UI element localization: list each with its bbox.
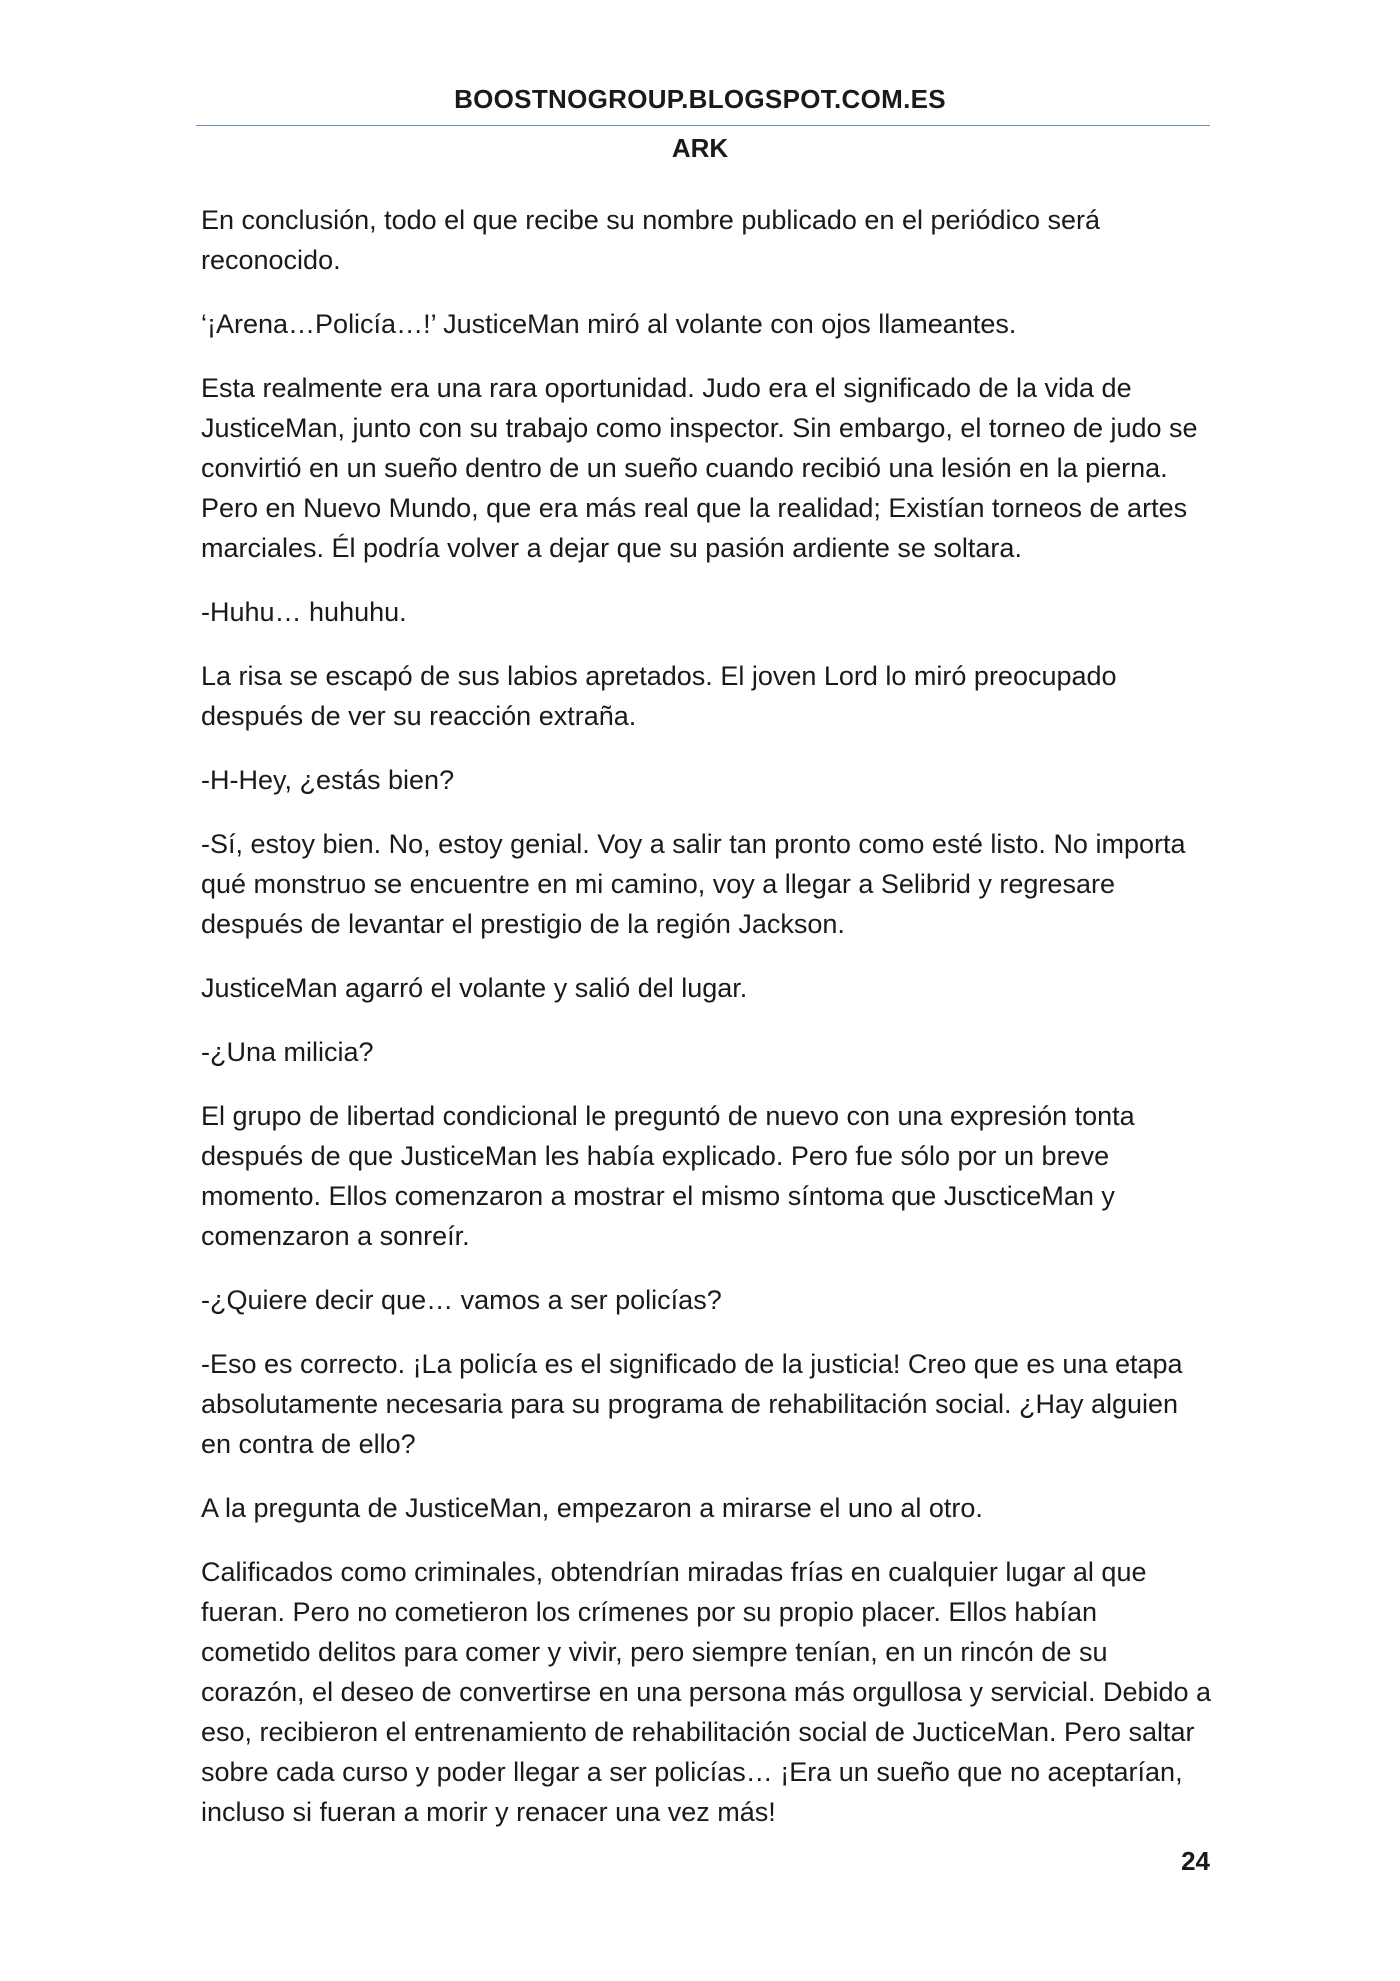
- paragraph: -Huhu… huhuhu.: [201, 597, 407, 627]
- page-number: 24: [1181, 1846, 1210, 1876]
- paragraph: En conclusión, todo el que recibe su nombre publicado en el periódico será reconocido.: [201, 205, 1101, 275]
- header-site-name: BOOSTNOGROUP.BLOGSPOT.COM.ES: [454, 84, 946, 114]
- paragraph: ‘¡Arena…Policía…!’ JusticeMan miró al volante con ojos llameantes.: [201, 309, 1017, 339]
- paragraph: El grupo de libertad condicional le preguntó de nuevo con una expresión tonta después de que JusticeMan les había explicado. Pero fue sólo por un breve momento. Ellos comenzaron a mostrar el mismo síntoma que JuscticeMan y comenzaron a sonreír.: [201, 1101, 1135, 1251]
- body-text: [201, 200, 1213, 1856]
- paragraph: Calificados como criminales, obtendrían miradas frías en cualquier lugar al que fueran. Pero no cometieron los crímenes por su propio placer. Ellos habían cometido delitos para comer y vivir, pero siempre tenían, en un rincón de su corazón, el deseo de convertirse en una persona más orgullosa y servicial. Debido a eso, recibieron el entrenamiento de rehabilitación social de JucticeMan. Pero saltar sobre cada curso y poder llegar a ser policías… ¡Era un sueño que no aceptarían, incluso si fueran a morir y renacer una vez más!: [201, 1557, 1212, 1827]
- paragraph: -Sí, estoy bien. No, estoy genial. Voy a salir tan pronto como esté listo. No importa qué monstruo se encuentre en mi camino, voy a llegar a Selibrid y regresare después de levantar el prestigio de la región Jackson.: [201, 829, 1186, 939]
- paragraph: JusticeMan agarró el volante y salió del lugar.: [201, 973, 748, 1003]
- paragraph: Esta realmente era una rara oportunidad. Judo era el significado de la vida de JusticeMan, junto con su trabajo como inspector. Sin embargo, el torneo de judo se convirtió en un sueño dentro de un sueño cuando recibió una lesión en la pierna. Pero en Nuevo Mundo, que era más real que la realidad; Existían torneos de artes marciales. Él podría volver a dejar que su pasión ardiente se soltara.: [201, 373, 1198, 563]
- header-title: ARK: [671, 133, 729, 163]
- header-divider: [196, 125, 1210, 126]
- paragraph: La risa se escapó de sus labios apretados. El joven Lord lo miró preocupado después de ver su reacción extraña.: [201, 661, 1117, 731]
- paragraph: -¿Una milicia?: [201, 1037, 374, 1067]
- paragraph: A la pregunta de JusticeMan, empezaron a mirarse el uno al otro.: [201, 1493, 983, 1523]
- paragraph: -H-Hey, ¿estás bien?: [201, 765, 455, 795]
- paragraph: -¿Quiere decir que… vamos a ser policías?: [201, 1285, 722, 1315]
- paragraph: -Eso es correcto. ¡La policía es el significado de la justicia! Creo que es una etapa absolutamente necesaria para su programa de rehabilitación social. ¿Hay alguien en contra de ello?: [201, 1349, 1183, 1459]
